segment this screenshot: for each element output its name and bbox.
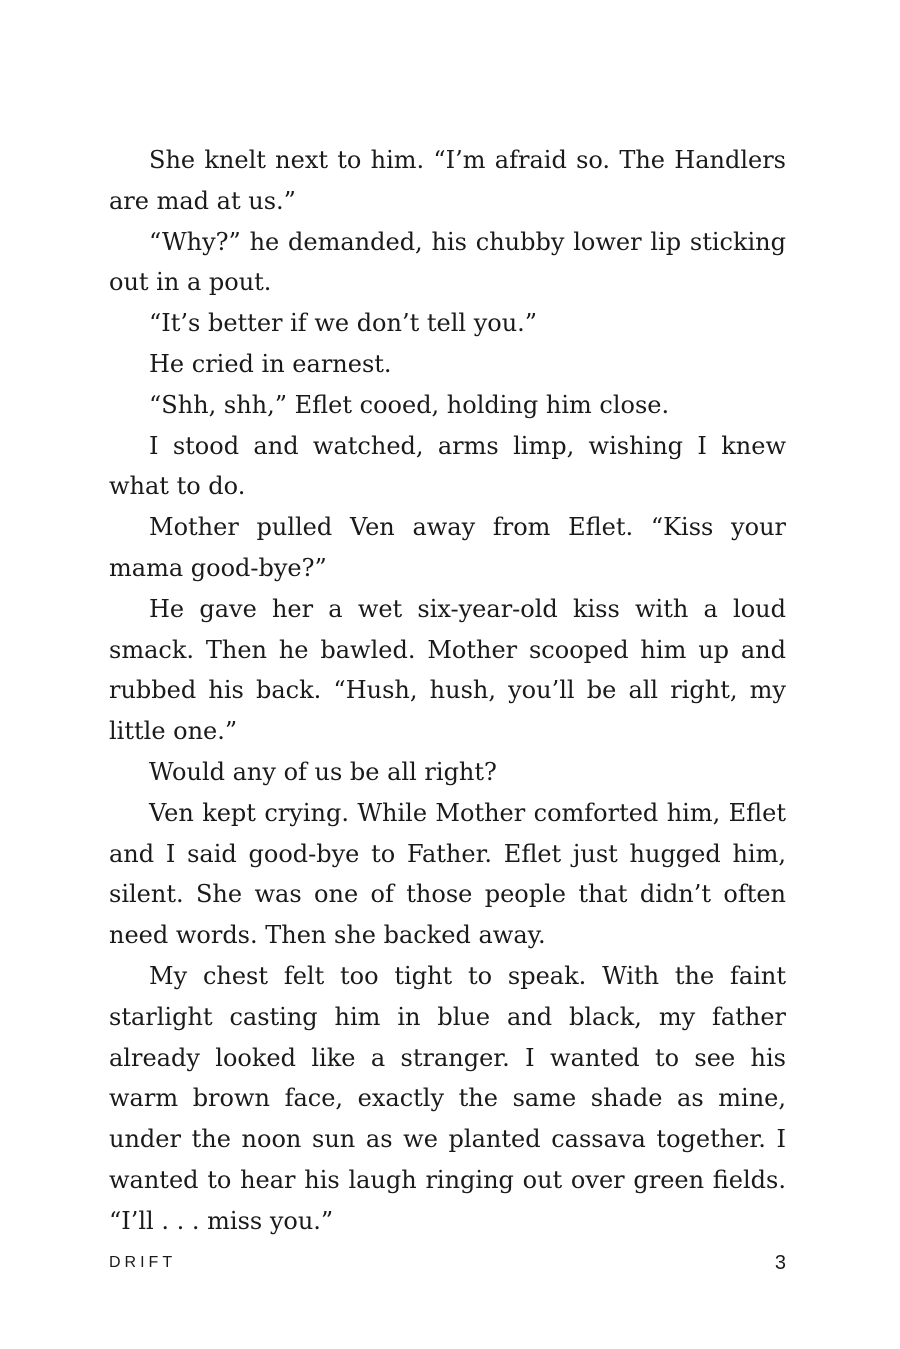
paragraph: He gave her a wet six-year-old kiss with a loud smack. Then he bawled. Mother scooped him up and rubbed his back. “Hush, hush, you’ll be all right, my little one.”: [109, 594, 786, 746]
paragraph: I stood and watched, arms limp, wishing I knew what to do.: [109, 431, 786, 501]
paragraph: “It’s better if we don’t tell you.”: [149, 309, 538, 338]
body-text: [109, 140, 786, 1242]
paragraph: Ven kept crying. While Mother comforted him, Eflet and I said good-bye to Father. Eflet just hugged him, silent. She was one of those people that didn’t often need words. Then she backed away.: [109, 798, 786, 950]
paragraph: She knelt next to him. “I’m afraid so. The Handlers are mad at us.”: [109, 146, 786, 215]
running-title: DRIFT: [109, 1254, 177, 1271]
paragraph: He cried in earnest.: [149, 349, 392, 378]
paragraph: My chest felt too tight to speak. With the faint starlight casting him in blue and black, my father already looked like a stranger. I wanted to see his warm brown face, exactly the same shade as mine, under the noon sun as we planted cassava together. I wanted to hear his laugh ringing out over green fields. “I’ll . . . miss you.”: [109, 961, 786, 1235]
paragraph: “Why?” he demanded, his chubby lower lip sticking out in a pout.: [109, 227, 786, 297]
paragraph: Would any of us be all right?: [149, 757, 497, 786]
paragraph: “Shh, shh,” Eflet cooed, holding him close.: [149, 390, 670, 419]
page-footer: [109, 1254, 786, 1278]
page-number: 3: [774, 1252, 786, 1274]
paragraph: Mother pulled Ven away from Eflet. “Kiss your mama good-bye?”: [109, 513, 786, 582]
